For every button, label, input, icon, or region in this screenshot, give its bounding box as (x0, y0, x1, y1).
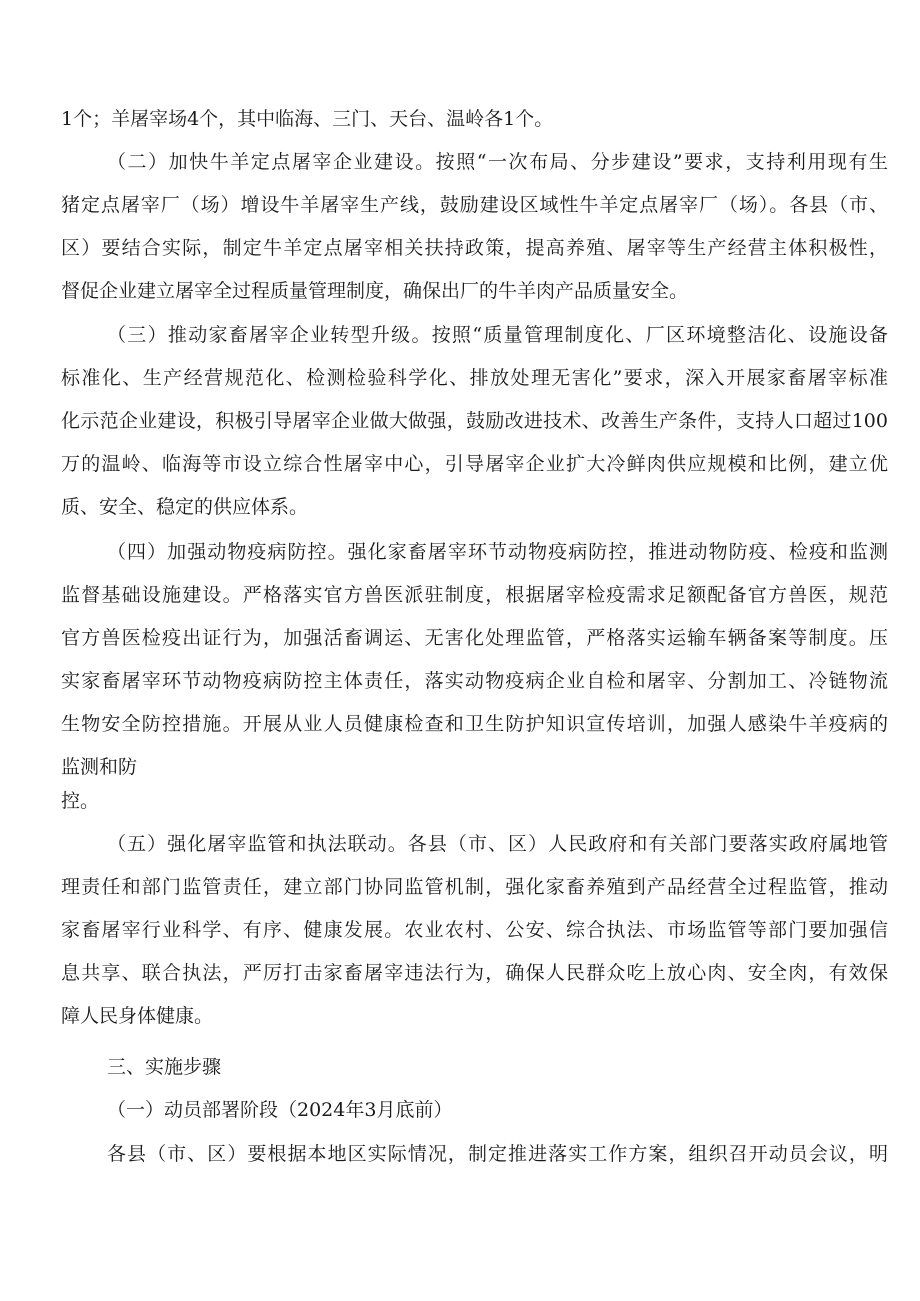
paragraph-first-line (0, 1139, 920, 1169)
section-heading-text: 三、实施步骤 (107, 1056, 222, 1078)
text-line (0, 449, 920, 479)
text-line (0, 958, 920, 988)
text-line-content: （三）推动家畜屠宰企业转型升级。按照“质量管理制度化、厂区环境整洁化、设施设备 (107, 324, 888, 346)
text-line (0, 752, 920, 782)
text-line-content: 实家畜屠宰环节动物疫病防控主体责任，落实动物疫病企业自检和屠宰、分割加工、冷链物流 (61, 670, 888, 692)
text-line-content: （二）加快牛羊定点屠宰企业建设。按照“一次布局、分步建设”要求，支持利用现有生 (107, 151, 888, 173)
section-heading (0, 1052, 920, 1082)
text-line-content: 督促企业建立屠宰全过程质量管理制度，确保出厂的牛羊肉产品质量安全。 (61, 280, 689, 302)
paragraph-first-line (0, 829, 920, 859)
text-line-content: 监测和防 (61, 756, 138, 778)
text-line-content: 万的温岭、临海等市设立综合性屠宰中心，引导屠宰企业扩大冷鲜肉供应规模和比例，建立优 (61, 453, 888, 475)
paragraph-first-line (0, 537, 920, 567)
text-line-content: 化示范企业建设，积极引导屠宰企业做大做强，鼓励改进技术、改善生产条件，支持人口超过100 (61, 410, 888, 432)
text-line-content: 官方兽医检疫出证行为，加强活畜调运、无害化处理监管，严格落实运输车辆备案等制度。压 (61, 627, 888, 649)
text-line-content: 家畜屠宰行业科学、有序、健康发展。农业农村、公安、综合执法、市场监管等部门要加强信 (61, 919, 888, 941)
text-line-content: 猪定点屠宰厂（场）增设牛羊屠宰生产线，鼓励建设区域性牛羊定点屠宰厂（场）。各县（市、 (61, 194, 888, 216)
paragraph-first-line (0, 147, 920, 177)
text-line (0, 276, 920, 306)
text-line (0, 233, 920, 263)
text-line-content: （五）强化屠宰监管和执法联动。各县（市、区）人民政府和有关部门要落实政府属地管 (107, 833, 888, 855)
text-line-content: 监督基础设施建设。严格落实官方兽医派驻制度，根据屠宰检疫需求足额配备官方兽医，规范 (61, 584, 888, 606)
text-line-content: 控。 (61, 790, 100, 812)
paragraph-first-line (0, 320, 920, 350)
text-line (0, 580, 920, 610)
text-line (0, 786, 920, 816)
text-line (0, 1001, 920, 1031)
text-line-content: 生物安全防控措施。开展从业人员健康检查和卫生防护知识宣传培训，加强人感染牛羊疫病的 (61, 713, 888, 735)
text-line-content: 质、安全、稳定的供应体系。 (61, 496, 309, 518)
text-line-content: （四）加强动物疫病防控。强化家畜屠宰环节动物疫病防控，推进动物防疫、检疫和监测 (107, 541, 888, 563)
text-line (0, 492, 920, 522)
text-line (0, 363, 920, 393)
text-line (0, 666, 920, 696)
text-line (0, 872, 920, 902)
text-line-content: 标准化、生产经营规范化、检测检验科学化、排放处理无害化”要求，深入开展家畜屠宰标准 (61, 367, 888, 389)
text-line (0, 623, 920, 653)
text-line (0, 406, 920, 436)
text-line (0, 709, 920, 739)
text-line (0, 190, 920, 220)
text-line (0, 104, 920, 134)
text-line-content: 1个；羊屠宰场4个，其中临海、三门、天台、温岭各1个。 (61, 108, 554, 130)
text-line-content: 息共享、联合执法，严厉打击家畜屠宰违法行为，确保人民群众吃上放心肉、安全肉，有效保 (61, 962, 888, 984)
text-line-content: 各县（市、区）要根据本地区实际情况，制定推进落实工作方案，组织召开动员会议，明 (107, 1143, 888, 1165)
subsection-heading (0, 1095, 920, 1125)
text-line (0, 915, 920, 945)
text-line-content: 区）要结合实际，制定牛羊定点屠宰相关扶持政策，提高养殖、屠宰等生产经营主体积极性， (61, 237, 888, 259)
text-line-content: 障人民身体健康。 (61, 1005, 214, 1027)
subsection-heading-text: （一）动员部署阶段（2024年3月底前） (107, 1099, 453, 1121)
text-line-content: 理责任和部门监管责任，建立部门协同监管机制，强化家畜养殖到产品经营全过程监管，推动 (61, 876, 888, 898)
